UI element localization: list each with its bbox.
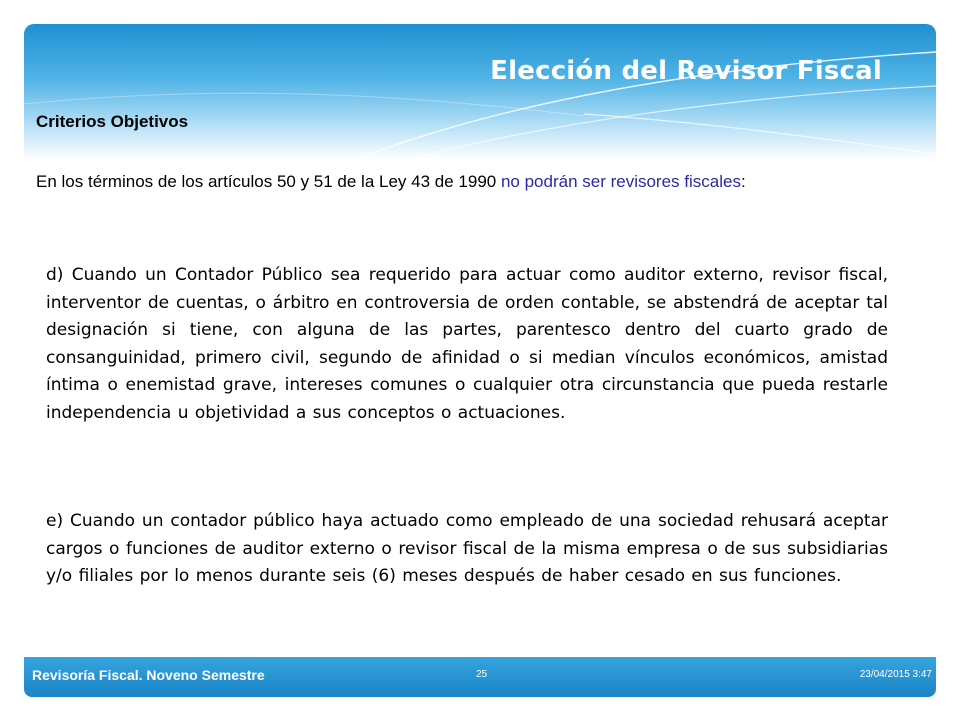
page-title: Elección del Revisor Fiscal (490, 56, 882, 86)
decorative-wave-lines (24, 24, 936, 160)
paragraph-e: e) Cuando un contador público haya actuado como empleado de una sociedad rehusará aceptar cargos o funciones de auditor externo o revisor fiscal de la misma empresa o de sus subsidiarias y/o filiales por lo menos durante seis (6) meses después de haber cesado en sus funciones. (46, 511, 888, 587)
footer-course-title: Revisoría Fiscal. Noveno Semestre (32, 667, 265, 683)
footer-bar (24, 657, 936, 697)
footer-date: 23/04/2015 3:47 (859, 669, 932, 680)
slide-number: 25 (476, 669, 488, 680)
intro-highlight: no podrán ser revisores fiscales (500, 172, 741, 191)
intro-end: : (740, 172, 746, 191)
intro-text: En los términos de los artículos 50 y 51 de la Ley 43 de 1990 (36, 172, 501, 191)
title-banner (24, 24, 936, 160)
section-subtitle: Criterios Objetivos (36, 112, 189, 131)
intro-paragraph (36, 168, 902, 196)
paragraph-d: d) Cuando un Contador Público sea requerido para actuar como auditor externo, revisor fiscal, interventor de cuentas, o árbitro en controversia de orden contable, se abstendrá de aceptar tal designación si tiene, con alguna de las partes, parentesco dentro del cuarto grado de consanguinidad, primero civil, segundo de afinidad o si median vínculos económicos, amistad íntima o enemistad grave, intereses comunes o cualquier otra circunstancia que pueda restarle independencia u objetividad a sus conceptos o actuaciones. (46, 265, 888, 423)
